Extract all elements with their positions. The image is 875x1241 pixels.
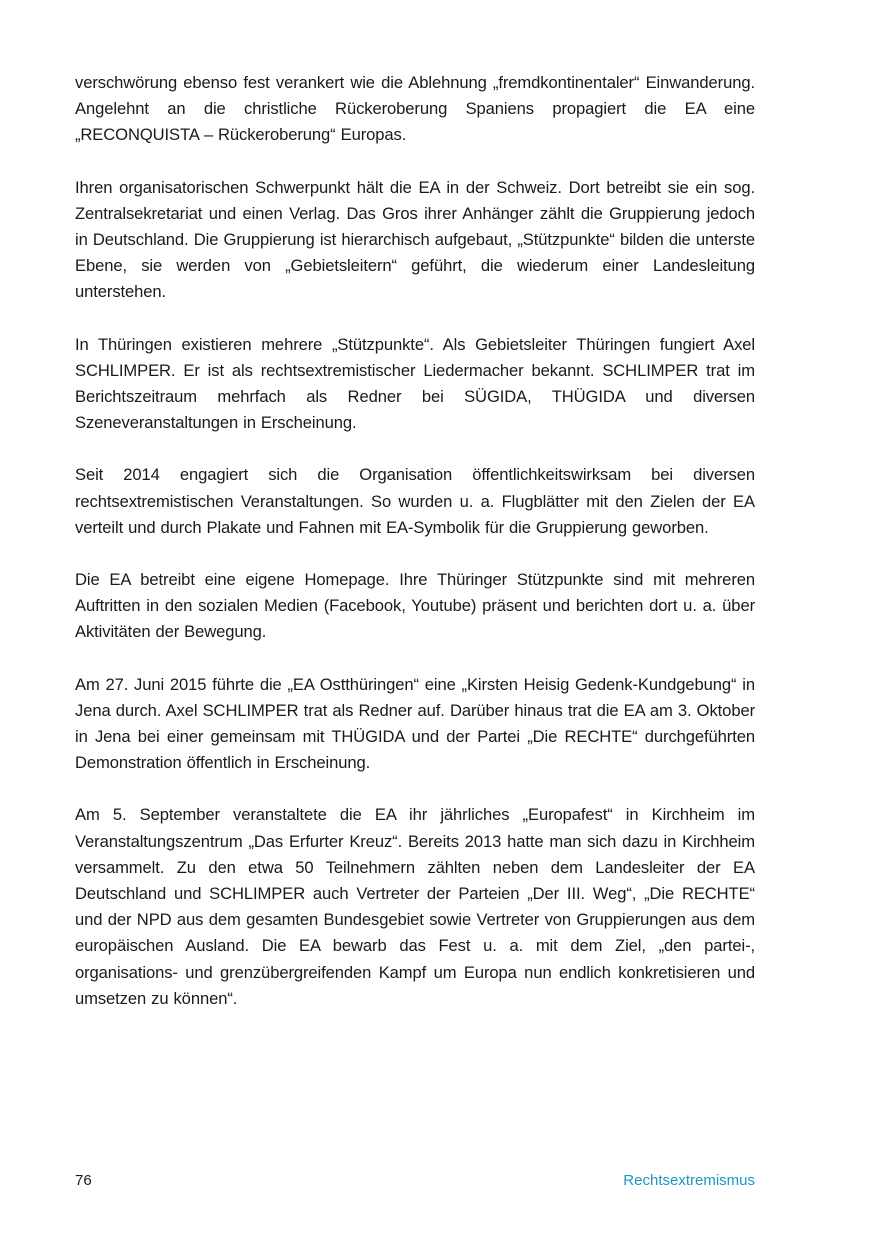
paragraph-4: Seit 2014 engagiert sich die Organisation öffentlichkeitswirksam bei diversen rechtsextremistischen Veranstaltungen. So wurden u. a. Flugblätter mit den Zielen der EA verteilt und durch Plakate und Fahnen mit EA-Symbolik für die Gruppierung geworben. [75,465,755,537]
body-text [75,70,755,1038]
page-number: 76 [75,1172,92,1189]
paragraph-1: verschwörung ebenso fest verankert wie die Ablehnung „fremdkontinentaler“ Einwanderung. Angelehnt an die christliche Rückeroberung Spaniens propagiert die EA eine „RECONQUISTA – Rückeroberung“ Europas. [75,73,755,145]
paragraph-3: In Thüringen existieren mehrere „Stützpunkte“. Als Gebietsleiter Thüringen fungiert Axel SCHLIMPER. Er ist als rechtsextremistischer Liedermacher bekannt. SCHLIMPER trat im Berichtszeitraum mehrfach als Redner bei SÜGIDA, THÜGIDA und diversen Szeneveranstaltungen in Erscheinung. [75,334,755,433]
page-footer [75,1172,755,1194]
paragraph-5: Die EA betreibt eine eigene Homepage. Ihre Thüringer Stützpunkte sind mit mehreren Auftritten in den sozialen Medien (Facebook, Youtube) präsent und berichten dort u. a. über Aktivitäten der Bewegung. [75,570,755,642]
paragraph-7: Am 5. September veranstaltete die EA ihr jährliches „Europafest“ in Kirchheim im Veranstaltungszentrum „Das Erfurter Kreuz“. Bereits 2013 hatte man sich dazu in Kirchheim versammelt. Zu den etwa 50 Teilnehmern zählten neben dem Landesleiter der EA Deutschland und SCHLIMPER auch Vertreter der Parteien „Der III. Weg“, „Die RECHTE“ und der NPD aus dem gesamten Bundesgebiet sowie Vertreter von Gruppierungen aus dem europäischen Ausland. Die EA bewarb das Fest u. a. mit dem Ziel, „den partei-, organisations- und grenzübergreifenden Kampf um Europa nun endlich konkretisieren und umsetzen zu können“. [75,805,755,1008]
paragraph-6: Am 27. Juni 2015 führte die „EA Ostthüringen“ eine „Kirsten Heisig Gedenk-Kundgebung“ in Jena durch. Axel SCHLIMPER trat als Redner auf. Darüber hinaus trat die EA am 3. Oktober in Jena bei einer gemeinsam mit THÜGIDA und der Partei „Die RECHTE“ durchgeführten Demonstration öffentlich in Erscheinung. [75,674,755,773]
paragraph-2: Ihren organisatorischen Schwerpunkt hält die EA in der Schweiz. Dort betreibt sie ein sog. Zentralsekretariat und einen Verlag. Das Gros ihrer Anhänger zählt die Gruppierung jedoch in Deutschland. Die Gruppierung ist hierarchisch aufgebaut, „Stützpunkte“ bilden die unterste Ebene, sie werden von „Gebietsleitern“ geführt, die wiederum einer Landesleitung unterstehen. [75,177,755,302]
section-title: Rechtsextremismus [623,1172,755,1189]
